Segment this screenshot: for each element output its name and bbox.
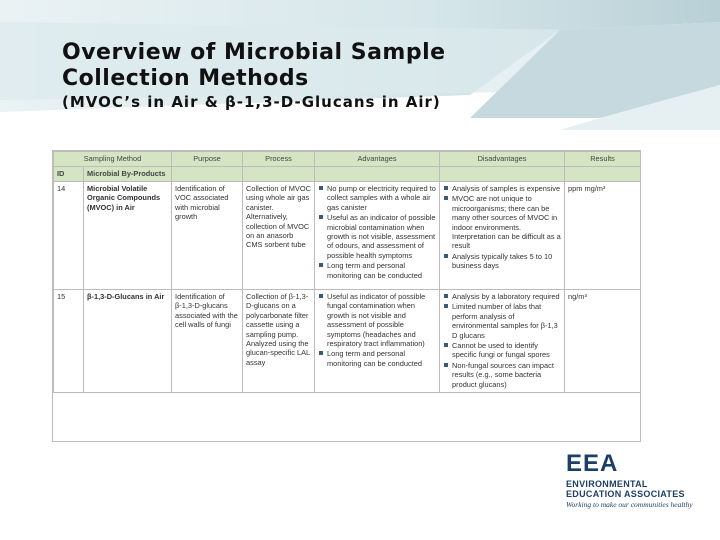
table-header-row: [54, 152, 641, 167]
header-purpose: Purpose: [172, 152, 243, 167]
disadvantage-item: Limited number of labs that perform analysis of environmental samples for β-1,3 D glucans: [443, 302, 561, 340]
row-disadvantages: [440, 182, 565, 290]
row-id: 14: [54, 182, 84, 290]
table-row: [54, 182, 641, 290]
advantage-item: Useful as indicator of possible fungal contamination when growth is not visible and assessment of possible symptoms (headaches and respiratory tract inflammation): [318, 292, 436, 348]
advantage-item: No pump or electricity required to collect samples with a whole air gas canister: [318, 184, 436, 212]
row-advantages: [315, 290, 440, 393]
row-advantages: [315, 182, 440, 290]
row-process: Collection of β-1,3-D-glucans on a polycarbonate filter cassette using a sampling pump. Analyzed using the glucan-specific LAL assay: [243, 290, 315, 393]
advantage-item: Long term and personal monitoring can be conducted: [318, 261, 436, 280]
methods-table: [52, 150, 641, 442]
logo-line-1: ENVIRONMENTAL: [566, 479, 648, 489]
table-subheader-row: [54, 167, 641, 182]
row-process: Collection of MVOC using whole air gas canister. Alternatively, collection of MVOC on an anasorb CMS sorbent tube: [243, 182, 315, 290]
row-disadvantages: [440, 290, 565, 393]
slide-title: [62, 40, 446, 92]
table-row: [54, 290, 641, 393]
row-purpose: Identification of β-1,3-D-glucans associated with the cell walls of fungi: [172, 290, 243, 393]
advantage-item: Useful as an indicator of possible microbial contamination when growth is not visible, assessment of odours, and assessment of possible health symptoms: [318, 213, 436, 260]
subheader-method: Microbial By-Products: [84, 167, 172, 182]
row-id: 15: [54, 290, 84, 393]
eea-logo: [566, 452, 716, 522]
row-method: Microbial Volatile Organic Compounds (MVOC) in Air: [84, 182, 172, 290]
disadvantage-item: MVOC are not unique to microorganisms; there can be many other sources of MVOC in indoor environments. Interpretation can be difficult as a result: [443, 194, 561, 250]
disadvantage-item: Cannot be used to identify specific fungi or fungal spores: [443, 341, 561, 360]
slide-subtitle: (MVOC’s in Air & β-1,3-D-Glucans in Air): [62, 93, 441, 111]
row-purpose: Identification of VOC associated with microbial growth: [172, 182, 243, 290]
logo-tagline: Working to make our communities healthy: [566, 500, 693, 509]
header-process: Process: [243, 152, 315, 167]
slide-title-line-1: Overview of Microbial Sample: [62, 40, 446, 65]
disadvantage-item: Analysis by a laboratory required: [443, 292, 561, 301]
row-results: ppm mg/m³: [565, 182, 641, 290]
header-advantages: Advantages: [315, 152, 440, 167]
row-method: β-1,3-D-Glucans in Air: [84, 290, 172, 393]
header-results: Results: [565, 152, 641, 167]
logo-line-2: EDUCATION ASSOCIATES: [566, 489, 685, 499]
subheader-id: ID: [54, 167, 84, 182]
header-sampling-method: Sampling Method: [54, 152, 172, 167]
slide-title-line-2: Collection Methods: [62, 66, 309, 91]
logo-abbreviation: EEA: [566, 450, 619, 477]
advantage-item: Long term and personal monitoring can be conducted: [318, 349, 436, 368]
header-disadvantages: Disadvantages: [440, 152, 565, 167]
row-results: ng/m³: [565, 290, 641, 393]
disadvantage-item: Analysis of samples is expensive: [443, 184, 561, 193]
disadvantage-item: Analysis typically takes 5 to 10 business days: [443, 252, 561, 271]
disadvantage-item: Non-fungal sources can impact results (e.g., some bacteria product glucans): [443, 361, 561, 389]
